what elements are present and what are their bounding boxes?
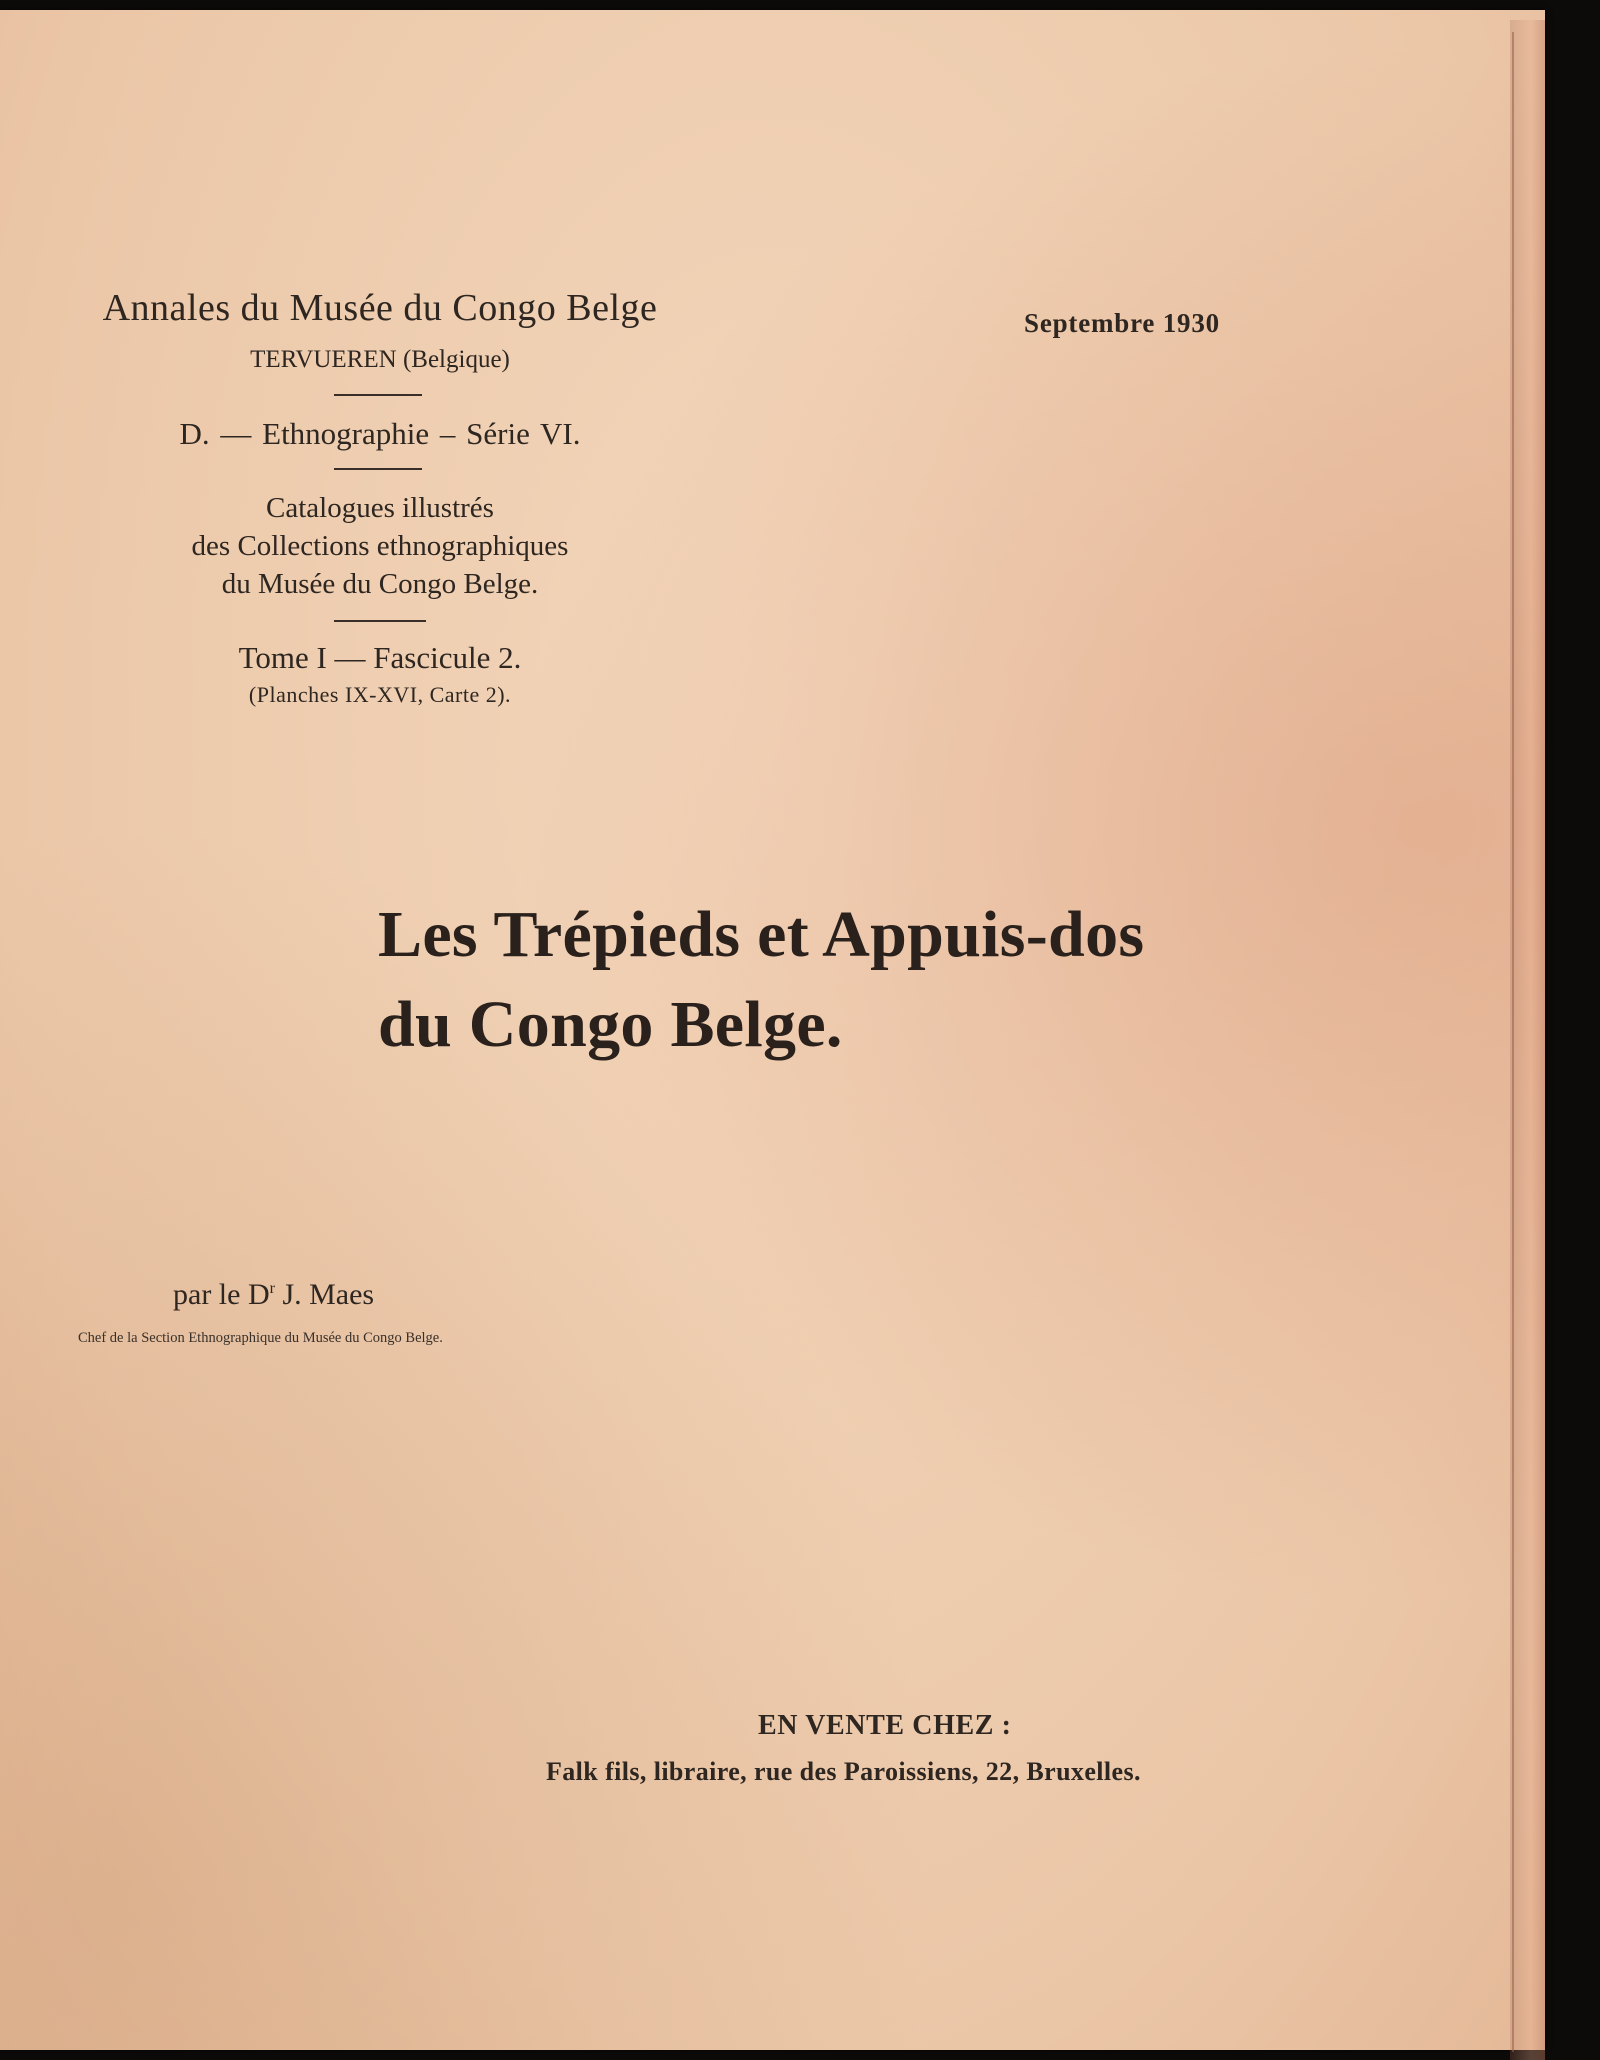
page-flap <box>1510 20 1545 2060</box>
sale-address: Falk fils, libraire, rue des Paroissiens, 22, Bruxelles. <box>546 1757 1141 1786</box>
author-title-superscript: r <box>269 1280 275 1297</box>
author-prefix: par le D <box>173 1278 270 1311</box>
document-page <box>0 10 1545 2050</box>
document-title <box>378 890 1144 1070</box>
title-line-2: du Congo Belge. <box>378 988 843 1061</box>
title-line-1: Les Trépieds et Appuis-dos <box>378 898 1145 971</box>
divider-1 <box>334 394 422 396</box>
publication-date: Septembre 1930 <box>1024 308 1220 338</box>
planches-line: (Planches IX-XVI, Carte 2). <box>248 682 512 707</box>
author-role: Chef de la Section Ethnographique du Musée du Congo Belge. <box>78 1330 443 1346</box>
author-name: J. Maes <box>274 1278 375 1311</box>
divider-2 <box>334 468 422 470</box>
series-line: D. — Ethnographie – Série VI. <box>179 416 581 451</box>
catalogue-line-1: Catalogues illustrés <box>266 492 494 524</box>
sale-label: EN VENTE CHEZ : <box>758 1710 1012 1741</box>
catalogue-line-2: des Collections ethnographiques <box>191 530 569 562</box>
page-fold-edge <box>1512 32 1514 2052</box>
tome-line: Tome I — Fascicule 2. <box>238 640 522 675</box>
author-line <box>173 1278 374 1312</box>
location-line: TERVUEREN (Belgique) <box>250 346 510 373</box>
catalogue-line-3: du Musée du Congo Belge. <box>221 568 539 600</box>
divider-3 <box>334 620 426 622</box>
annales-heading: Annales du Musée du Congo Belge <box>102 287 658 329</box>
